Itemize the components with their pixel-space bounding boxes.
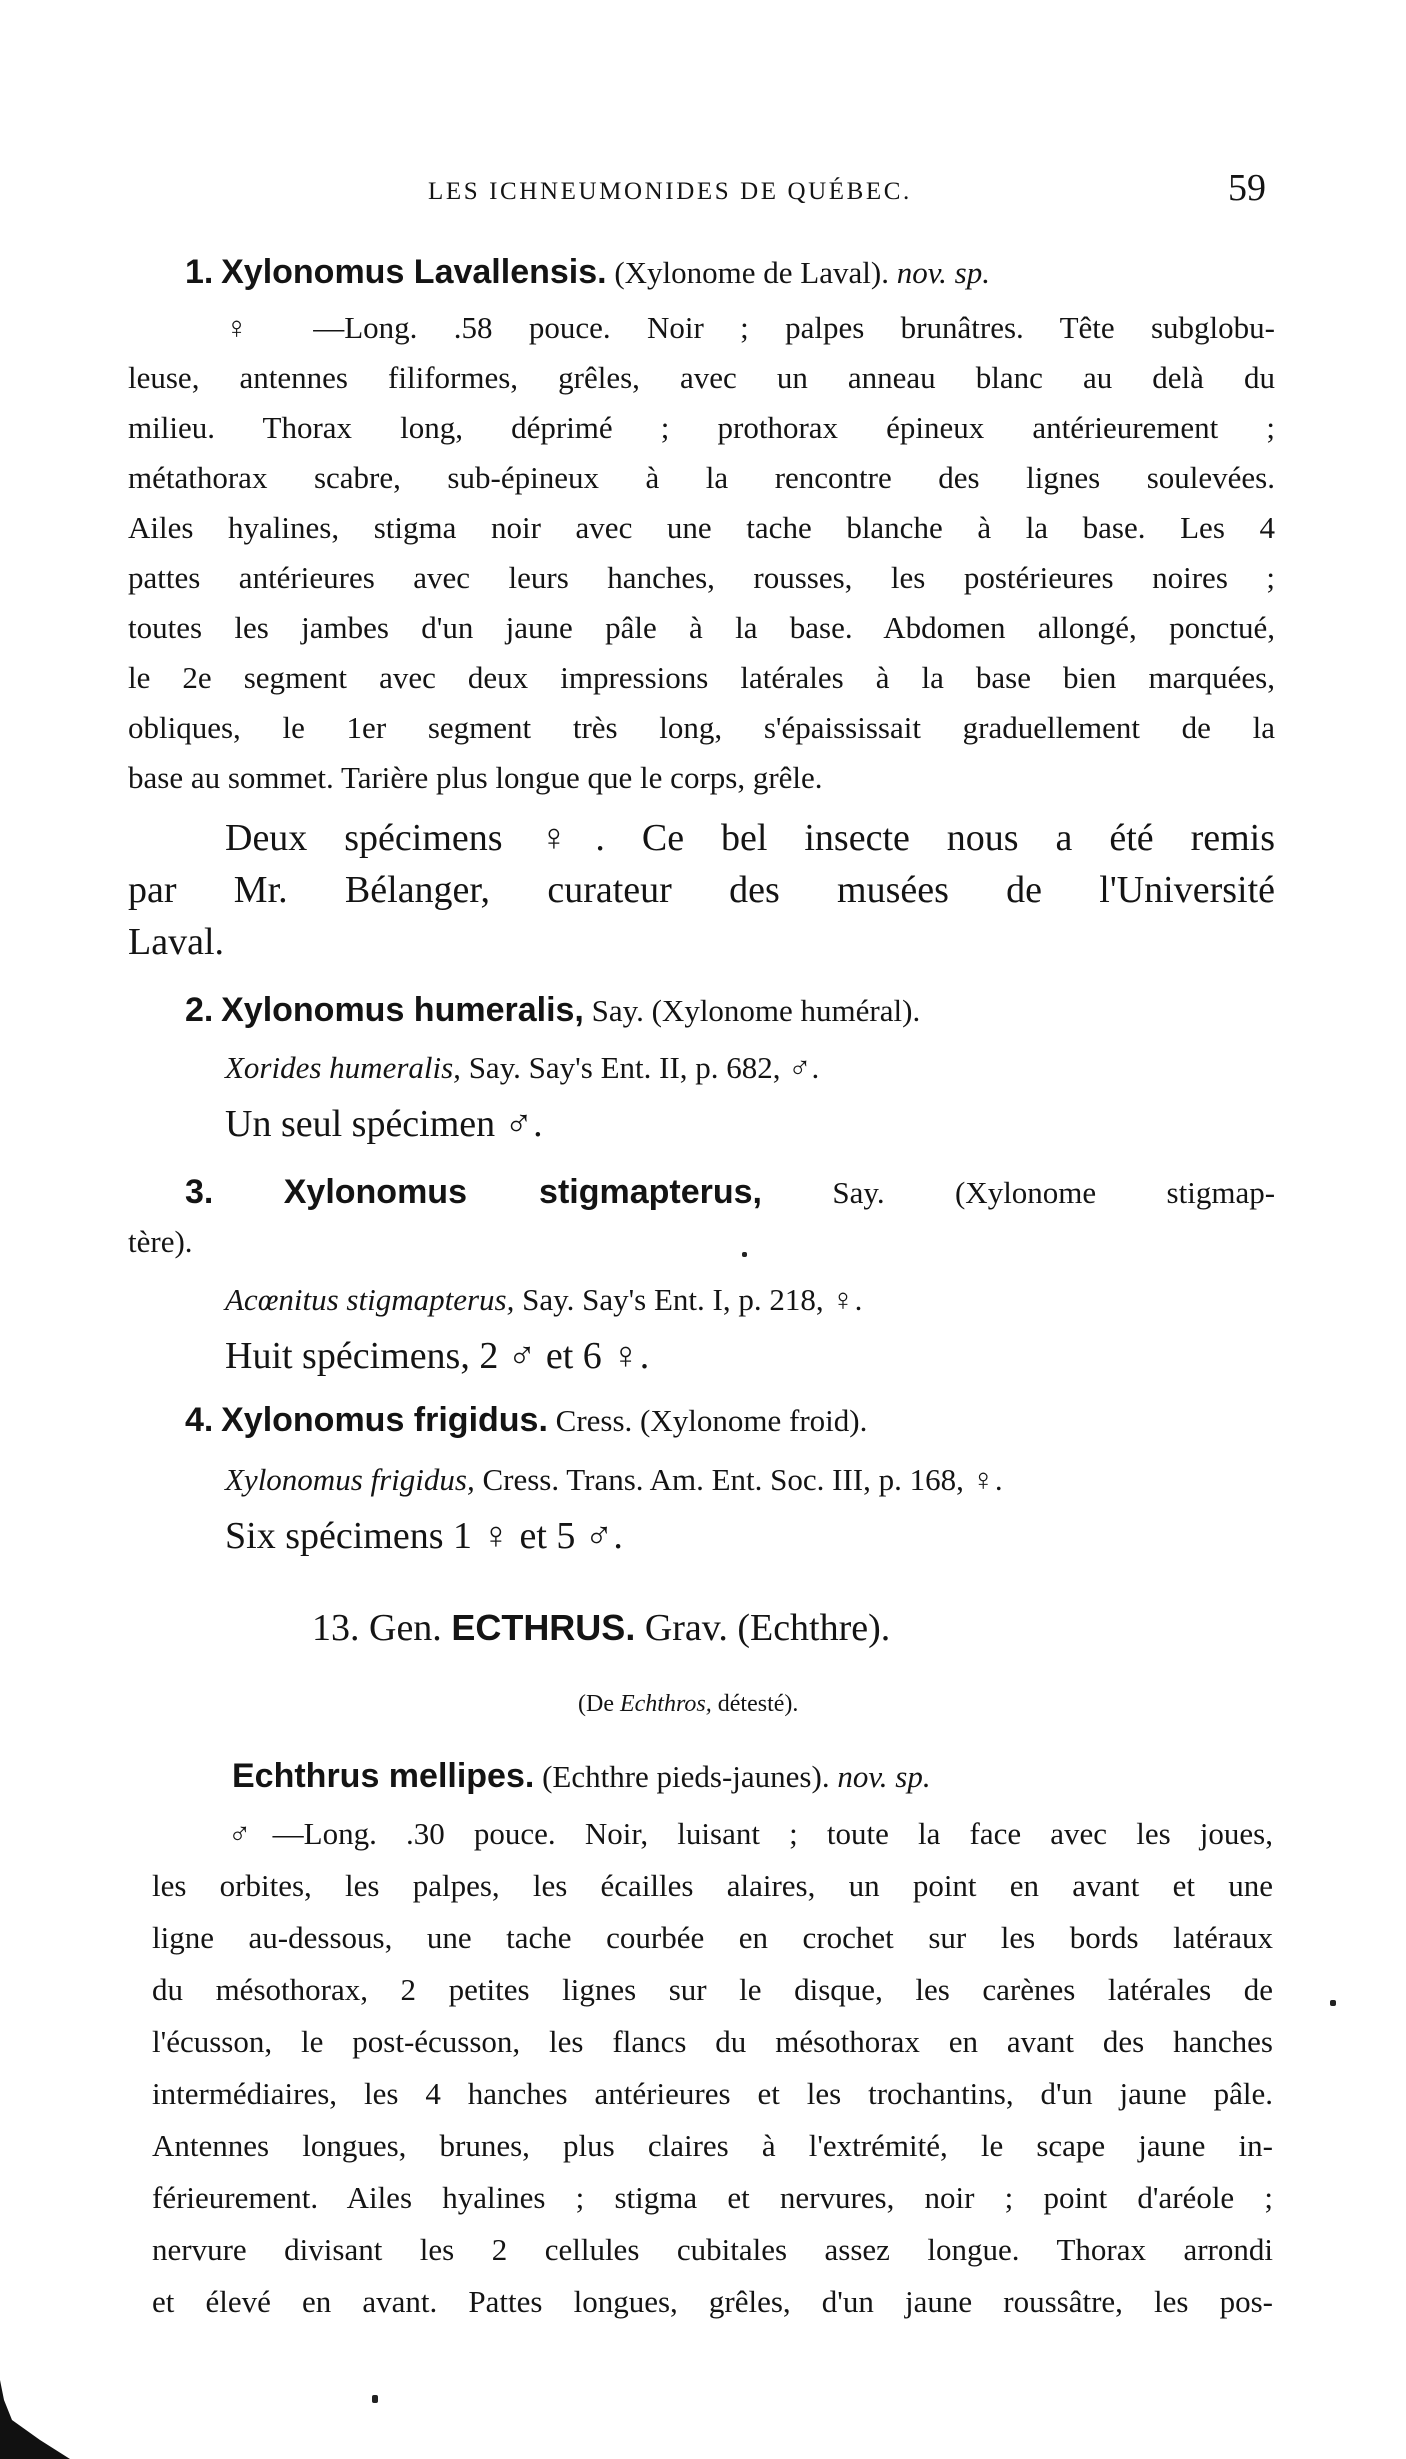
species-heading-1: 1. Xylonomus Lavallensis. (Xylonome de Laval). nov. sp. [185, 253, 990, 291]
large-text-line: par Mr. Bélanger, curateur des musées de l'Université [128, 869, 1275, 911]
text-line: le 2e segment avec deux impressions latérales à la base bien marquées, [128, 660, 1275, 695]
large-text-line: Laval. [128, 921, 225, 963]
large-text-line: Six spécimens 1 ♀ et 5 ♂. [225, 1515, 623, 1557]
large-text-line: Un seul spécimen ♂. [225, 1103, 543, 1145]
synonym-line: Acœnitus stigmapterus, Say. Say's Ent. I, p. 218, ♀. [225, 1282, 863, 1317]
nov-sp-tag: nov. sp. [896, 255, 990, 290]
species-heading-4: 4. Xylonomus frigidus. Cress. (Xylonome froid). [185, 1401, 868, 1439]
text-line: pattes antérieures avec leurs hanches, rousses, les postérieures noires ; [128, 560, 1275, 595]
etymology-line: (De Echthros, détesté). [578, 1691, 799, 1717]
species-name: Xylonomus frigidus. [221, 1401, 548, 1439]
text-line: ♂—Long. .30 pouce. Noir, luisant ; toute la face avec les joues, [228, 1816, 1273, 1851]
species-heading-2: 2. Xylonomus humeralis, Say. (Xylonome huméral). [185, 991, 921, 1029]
species-name: Xylonomus humeralis, [221, 991, 584, 1029]
synonym-line: Xylonomus frigidus, Cress. Trans. Am. Ent. Soc. III, p. 168, ♀. [225, 1462, 1003, 1497]
text-line: nervure divisant les 2 cellules cubitales assez longue. Thorax arrondi [152, 2232, 1273, 2267]
scan-speck [742, 1252, 747, 1257]
text-line: leuse, antennes filiformes, grêles, avec un anneau blanc au delà du [128, 360, 1275, 395]
text-line: tère). [128, 1224, 193, 1259]
text-line: Antennes longues, brunes, plus claires à l'extrémité, le scape jaune in- [152, 2128, 1273, 2163]
genus-heading: 13. Gen. ECTHRUS. Grav. (Echthre). [312, 1607, 891, 1649]
large-text-line: Huit spécimens, 2 ♂ et 6 ♀. [225, 1335, 650, 1377]
text-line: ♀ —Long. .58 pouce. Noir ; palpes brunâtres. Tête subglobu- [225, 310, 1275, 345]
genus-name: ECTHRUS. [451, 1607, 636, 1648]
species-heading-5: Echthrus mellipes. (Echthre pieds-jaunes). nov. sp. [232, 1757, 931, 1795]
text-line: l'écusson, le post-écusson, les flancs du mésothorax en avant des hanches [152, 2024, 1273, 2059]
scan-speck [372, 2395, 378, 2403]
text-line: obliques, le 1er segment très long, s'épaississait graduellement de la [128, 710, 1275, 745]
nov-sp-tag: nov. sp. [837, 1759, 931, 1794]
text-line: intermédiaires, les 4 hanches antérieures et les trochantins, d'un jaune pâle. [152, 2076, 1273, 2111]
text-line: et élevé en avant. Pattes longues, grêles, d'un jaune roussâtre, les pos- [152, 2284, 1273, 2319]
species-name: Xylonomus stigmapterus, [283, 1173, 762, 1211]
species-heading-3: 3. Xylonomus stigmapterus, Say. (Xylonome stigmap- [185, 1173, 1276, 1211]
scan-speck [1330, 2000, 1336, 2006]
large-text-line: Deux spécimens ♀. Ce bel insecte nous a été remis [225, 817, 1275, 859]
text-line: les orbites, les palpes, les écailles alaires, un point en avant et une [152, 1868, 1273, 1903]
text-line: métathorax scabre, sub-épineux à la rencontre des lignes soulevées. [128, 460, 1275, 495]
text-line: du mésothorax, 2 petites lignes sur le disque, les carènes latérales de [152, 1972, 1273, 2007]
text-line: toutes les jambes d'un jaune pâle à la base. Abdomen allongé, ponctué, [128, 610, 1275, 645]
text-line: milieu. Thorax long, déprimé ; prothorax épineux antérieurement ; [128, 410, 1275, 445]
species-name: Echthrus mellipes. [232, 1757, 535, 1795]
running-head: LES ICHNEUMONIDES DE QUÉBEC. [428, 178, 912, 205]
species-name: Xylonomus Lavallensis. [221, 253, 607, 291]
text-line: Ailes hyalines, stigma noir avec une tache blanche à la base. Les 4 [128, 510, 1275, 545]
binding-shadow-mark [0, 2310, 70, 2459]
synonym-line: Xorides humeralis, Say. Say's Ent. II, p. 682, ♂. [225, 1050, 820, 1085]
text-line: ligne au-dessous, une tache courbée en crochet sur les bords latéraux [152, 1920, 1273, 1955]
text-line: férieurement. Ailes hyalines ; stigma et nervures, noir ; point d'aréole ; [152, 2180, 1273, 2215]
text-line: base au sommet. Tarière plus longue que le corps, grêle. [128, 760, 823, 795]
page-number: 59 [1228, 167, 1266, 209]
